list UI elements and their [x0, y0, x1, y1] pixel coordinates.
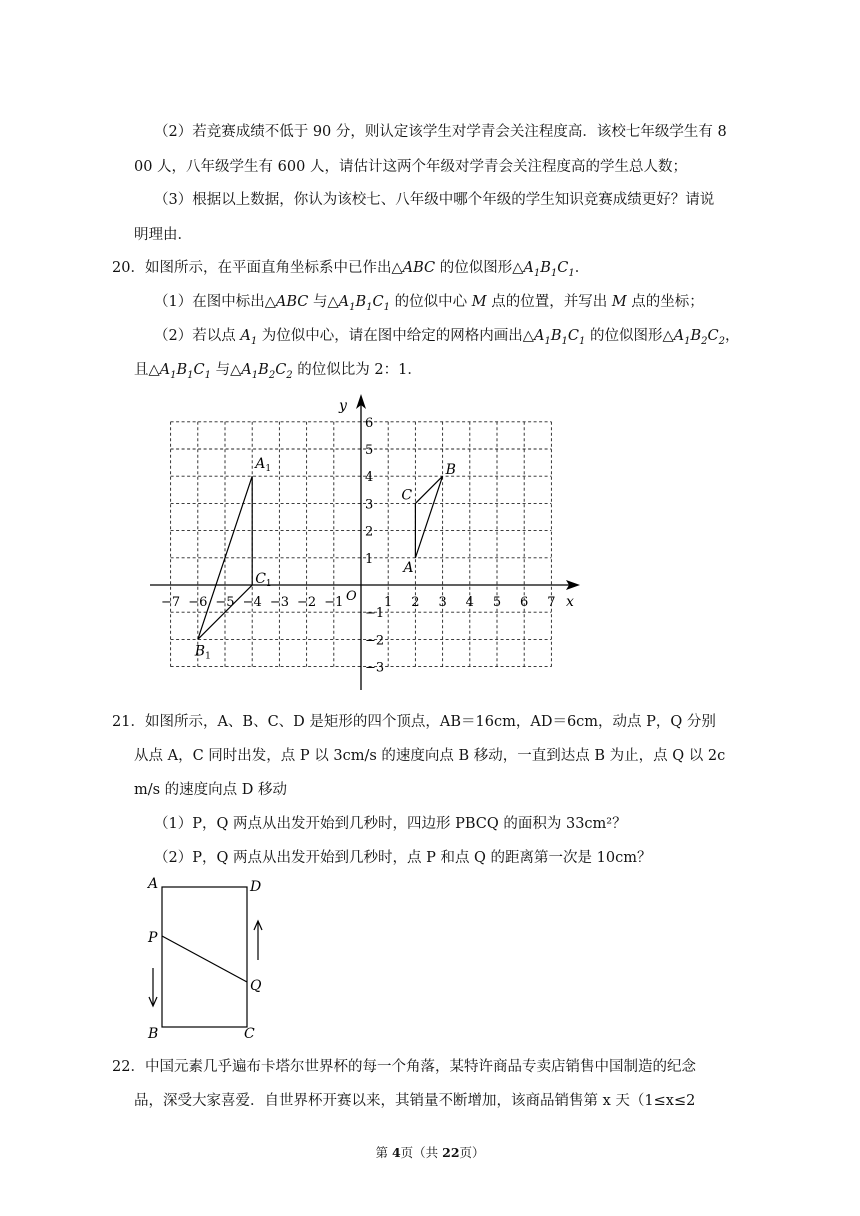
y-tick-label: 3 [365, 497, 374, 513]
q22-number: 22． [112, 1059, 145, 1075]
vertex-label-abc: B [445, 462, 456, 479]
x-tick-label: 7 [547, 595, 556, 610]
x-tick-label: −6 [188, 595, 208, 610]
q21-part2: （2）P，Q 两点从出发开始到几秒时，点 P 和点 Q 的距离第一次是 10cm？ [154, 850, 652, 866]
label-p: P [148, 930, 158, 946]
x-tick-label: −2 [297, 595, 317, 610]
vertex-label-a1b1c1: $C_1$ [255, 571, 272, 589]
q21-stem-line2: 从点 A，C 同时出发，点 P 以 3cm/s 的速度向点 B 移动，一直到达点 B 为止，点 Q 以 2c [134, 748, 726, 764]
y-tick-label: −3 [365, 660, 385, 676]
y-axis-label: y [339, 398, 347, 414]
vertex-label-a1b1c1: $B_1$ [194, 643, 211, 662]
label-q: Q [250, 978, 262, 994]
label-a: A [148, 876, 159, 892]
x-tick-label: 6 [520, 595, 529, 610]
x-tick-label: 4 [465, 595, 474, 610]
label-c: C [244, 1026, 255, 1042]
x-tick-label: −3 [269, 595, 289, 610]
triangle-abc [415, 476, 442, 558]
q22-stem-line1: 22．中国元素几乎遍布卡塔尔世界杯的每一个角落，某特许商品专卖店销售中国制造的纪念 [112, 1059, 696, 1075]
x-tick-label: 5 [492, 595, 502, 610]
q21-stem-line3: m/s 的速度向点 D 移动 [134, 782, 288, 798]
label-d: D [250, 879, 262, 895]
q21-part1: （1）P，Q 两点从出发开始到几秒时，四边形 PBCQ 的面积为 33cm²？ [154, 816, 627, 832]
x-tick-label: −1 [324, 595, 344, 610]
x-tick-label: 2 [411, 595, 420, 610]
segment-pq [162, 936, 247, 982]
x-axis-label: x [566, 594, 574, 610]
q19-part2-line1: （2）若竞赛成绩不低于 90 分，则认定该学生对学青会关注程度高．该校七年级学生有 8 [154, 124, 727, 140]
q21-stem-line1: 21．如图所示，A、B、C、D 是矩形的四个顶点，AB＝16cm，AD＝6cm，动点 P，Q 分别 [112, 714, 716, 730]
q20-part2-line2: 且$\triangle A_1B_1C_1$ 与$\triangle A_1B_2C_2$ 的位似比为 2：1． [134, 362, 422, 381]
y-tick-label: −2 [365, 633, 385, 649]
x-tick-label: −5 [215, 595, 235, 610]
q21-number: 21． [112, 714, 145, 730]
x-tick-label: 1 [384, 595, 393, 610]
coordinate-grid-figure [140, 392, 590, 692]
origin-label: O [346, 589, 357, 604]
y-tick-label: 6 [365, 415, 374, 431]
label-b: B [148, 1026, 159, 1042]
y-tick-label: 2 [365, 524, 374, 540]
y-tick-label: 1 [365, 551, 374, 567]
page-total: 22 [442, 1145, 460, 1160]
q20-part1: （1）在图中标出△ABC 与$\triangle A_1B_1C_1$ 的位似中心 M 点的位置，并写出 M 点的坐标； [154, 294, 704, 313]
y-tick-label: 5 [365, 443, 374, 458]
q20-number: 20． [112, 260, 145, 276]
q20-part2-line1: （2）若以点 $A_1$ 为位似中心，请在图中给定的网格内画出$\triangle A_1B_1C_1$ 的位似图形$\triangle A_1B_2C_2$， [154, 328, 740, 347]
page-footer: 第 4页（共 22页） [375, 1145, 485, 1160]
q19-part3-line1: （3）根据以上数据，你认为该校七、八年级中哪个年级的学生知识竞赛成绩更好？请说 [154, 192, 715, 208]
rectangle-figure [140, 870, 280, 1045]
q19-part3-line2: 明理由． [134, 227, 192, 243]
y-tick-label: −1 [365, 606, 385, 622]
x-tick-label: 3 [438, 595, 447, 610]
y-tick-label: 4 [365, 470, 374, 486]
vertex-label-abc: C [401, 487, 413, 504]
q20-stem: 20．如图所示，在平面直角坐标系中已作出△ABC 的位似图形$\triangle A_1B_1C_1$． [112, 260, 590, 279]
vertex-label-a1b1c1: $A_1$ [255, 456, 272, 475]
q22-stem-line2: 品，深受大家喜爱．自世界杯开赛以来，其销量不断增加，该商品销售第 x 天（1≤x≤2 [134, 1093, 696, 1109]
x-tick-label: −4 [242, 595, 262, 610]
page-number: 4 [391, 1145, 401, 1160]
rectangle-abcd [162, 887, 247, 1027]
q19-part2-line2: 00 人，八年级学生有 600 人，请估计这两个年级对学青会关注程度高的学生总人数； [134, 159, 687, 175]
vertex-label-abc: A [403, 559, 414, 576]
x-tick-label: −7 [161, 595, 181, 610]
